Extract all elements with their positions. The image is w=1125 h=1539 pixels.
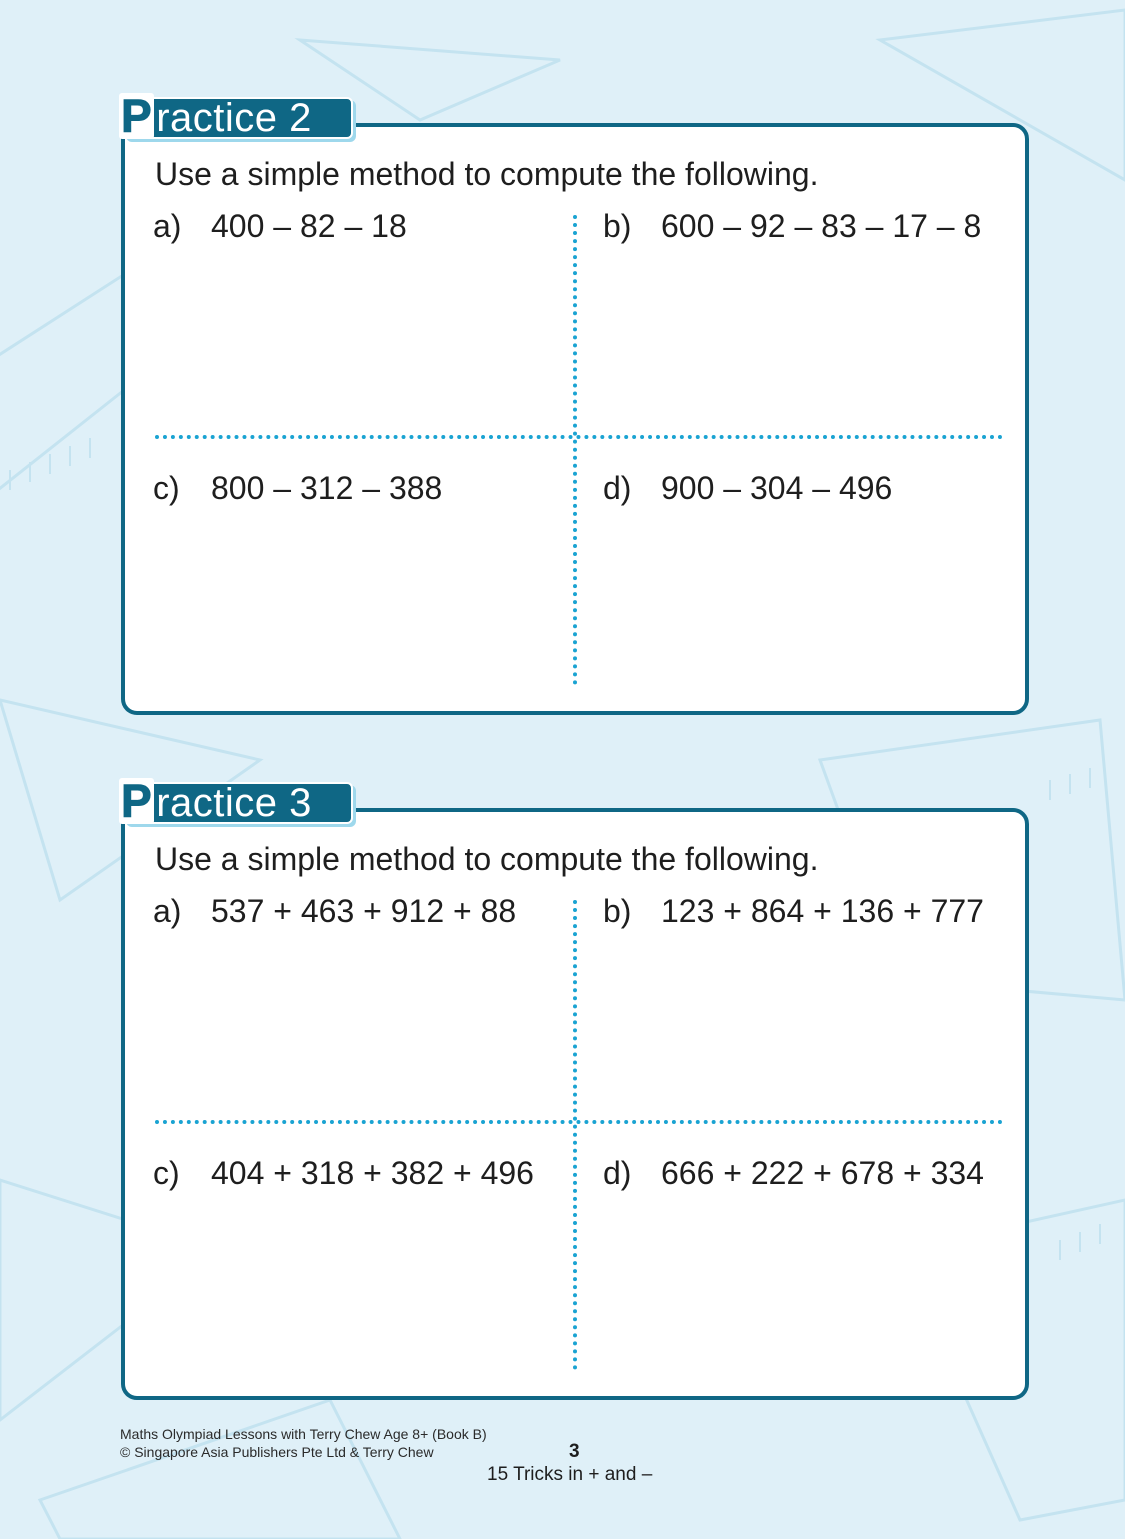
footer-book-title: Maths Olympiad Lessons with Terry Chew Age 8+ (Book B) xyxy=(120,1426,487,1442)
question-label: b) xyxy=(603,893,632,929)
footer-credits xyxy=(120,1425,487,1461)
practice-2-question-b xyxy=(603,208,981,245)
question-label: a) xyxy=(153,893,182,929)
practice-2-question-a xyxy=(153,208,407,245)
question-label: d) xyxy=(603,1155,632,1191)
practice-3-question-d xyxy=(603,1155,984,1192)
practice-2-header xyxy=(117,90,347,142)
practice-3-title-rest: ractice 3 xyxy=(156,781,312,825)
practice-2-question-d xyxy=(603,470,892,507)
question-label: b) xyxy=(603,208,632,244)
practice-3-question-a xyxy=(153,893,516,930)
question-expression: 666 + 222 + 678 + 334 xyxy=(661,1155,984,1191)
practice-3-instruction: Use a simple method to compute the following. xyxy=(155,841,819,877)
practice-3-title xyxy=(119,775,312,827)
practice-3-horizontal-divider xyxy=(155,1120,1003,1124)
practice-2-title-rest: ractice 2 xyxy=(156,96,312,140)
question-expression: 900 – 304 – 496 xyxy=(661,470,893,506)
question-label: d) xyxy=(603,470,632,506)
practice-2-horizontal-divider xyxy=(155,435,1003,439)
practice-2-title-initial: P xyxy=(121,90,153,142)
practice-2-instruction: Use a simple method to compute the following. xyxy=(155,156,819,192)
question-label: c) xyxy=(153,1155,180,1191)
question-label: c) xyxy=(153,470,180,506)
question-expression: 600 – 92 – 83 – 17 – 8 xyxy=(661,208,982,244)
practice-3-header xyxy=(117,775,347,827)
page-number: 3 xyxy=(569,1441,580,1462)
chapter-title: 15 Tricks in + and – xyxy=(487,1464,653,1485)
question-label: a) xyxy=(153,208,182,244)
question-expression: 404 + 318 + 382 + 496 xyxy=(211,1155,534,1191)
practice-2-title xyxy=(119,90,312,142)
question-expression: 800 – 312 – 388 xyxy=(211,470,443,506)
practice-3-question-c xyxy=(153,1155,534,1192)
practice-3-vertical-divider xyxy=(573,900,577,1370)
question-expression: 537 + 463 + 912 + 88 xyxy=(211,893,517,929)
practice-3-question-b xyxy=(603,893,984,930)
footer-copyright: © Singapore Asia Publishers Pte Ltd & Terry Chew xyxy=(120,1444,434,1460)
practice-2-question-c xyxy=(153,470,442,507)
question-expression: 400 – 82 – 18 xyxy=(211,208,407,244)
question-expression: 123 + 864 + 136 + 777 xyxy=(661,893,984,929)
practice-2-vertical-divider xyxy=(573,215,577,685)
practice-3-title-initial: P xyxy=(121,775,153,827)
